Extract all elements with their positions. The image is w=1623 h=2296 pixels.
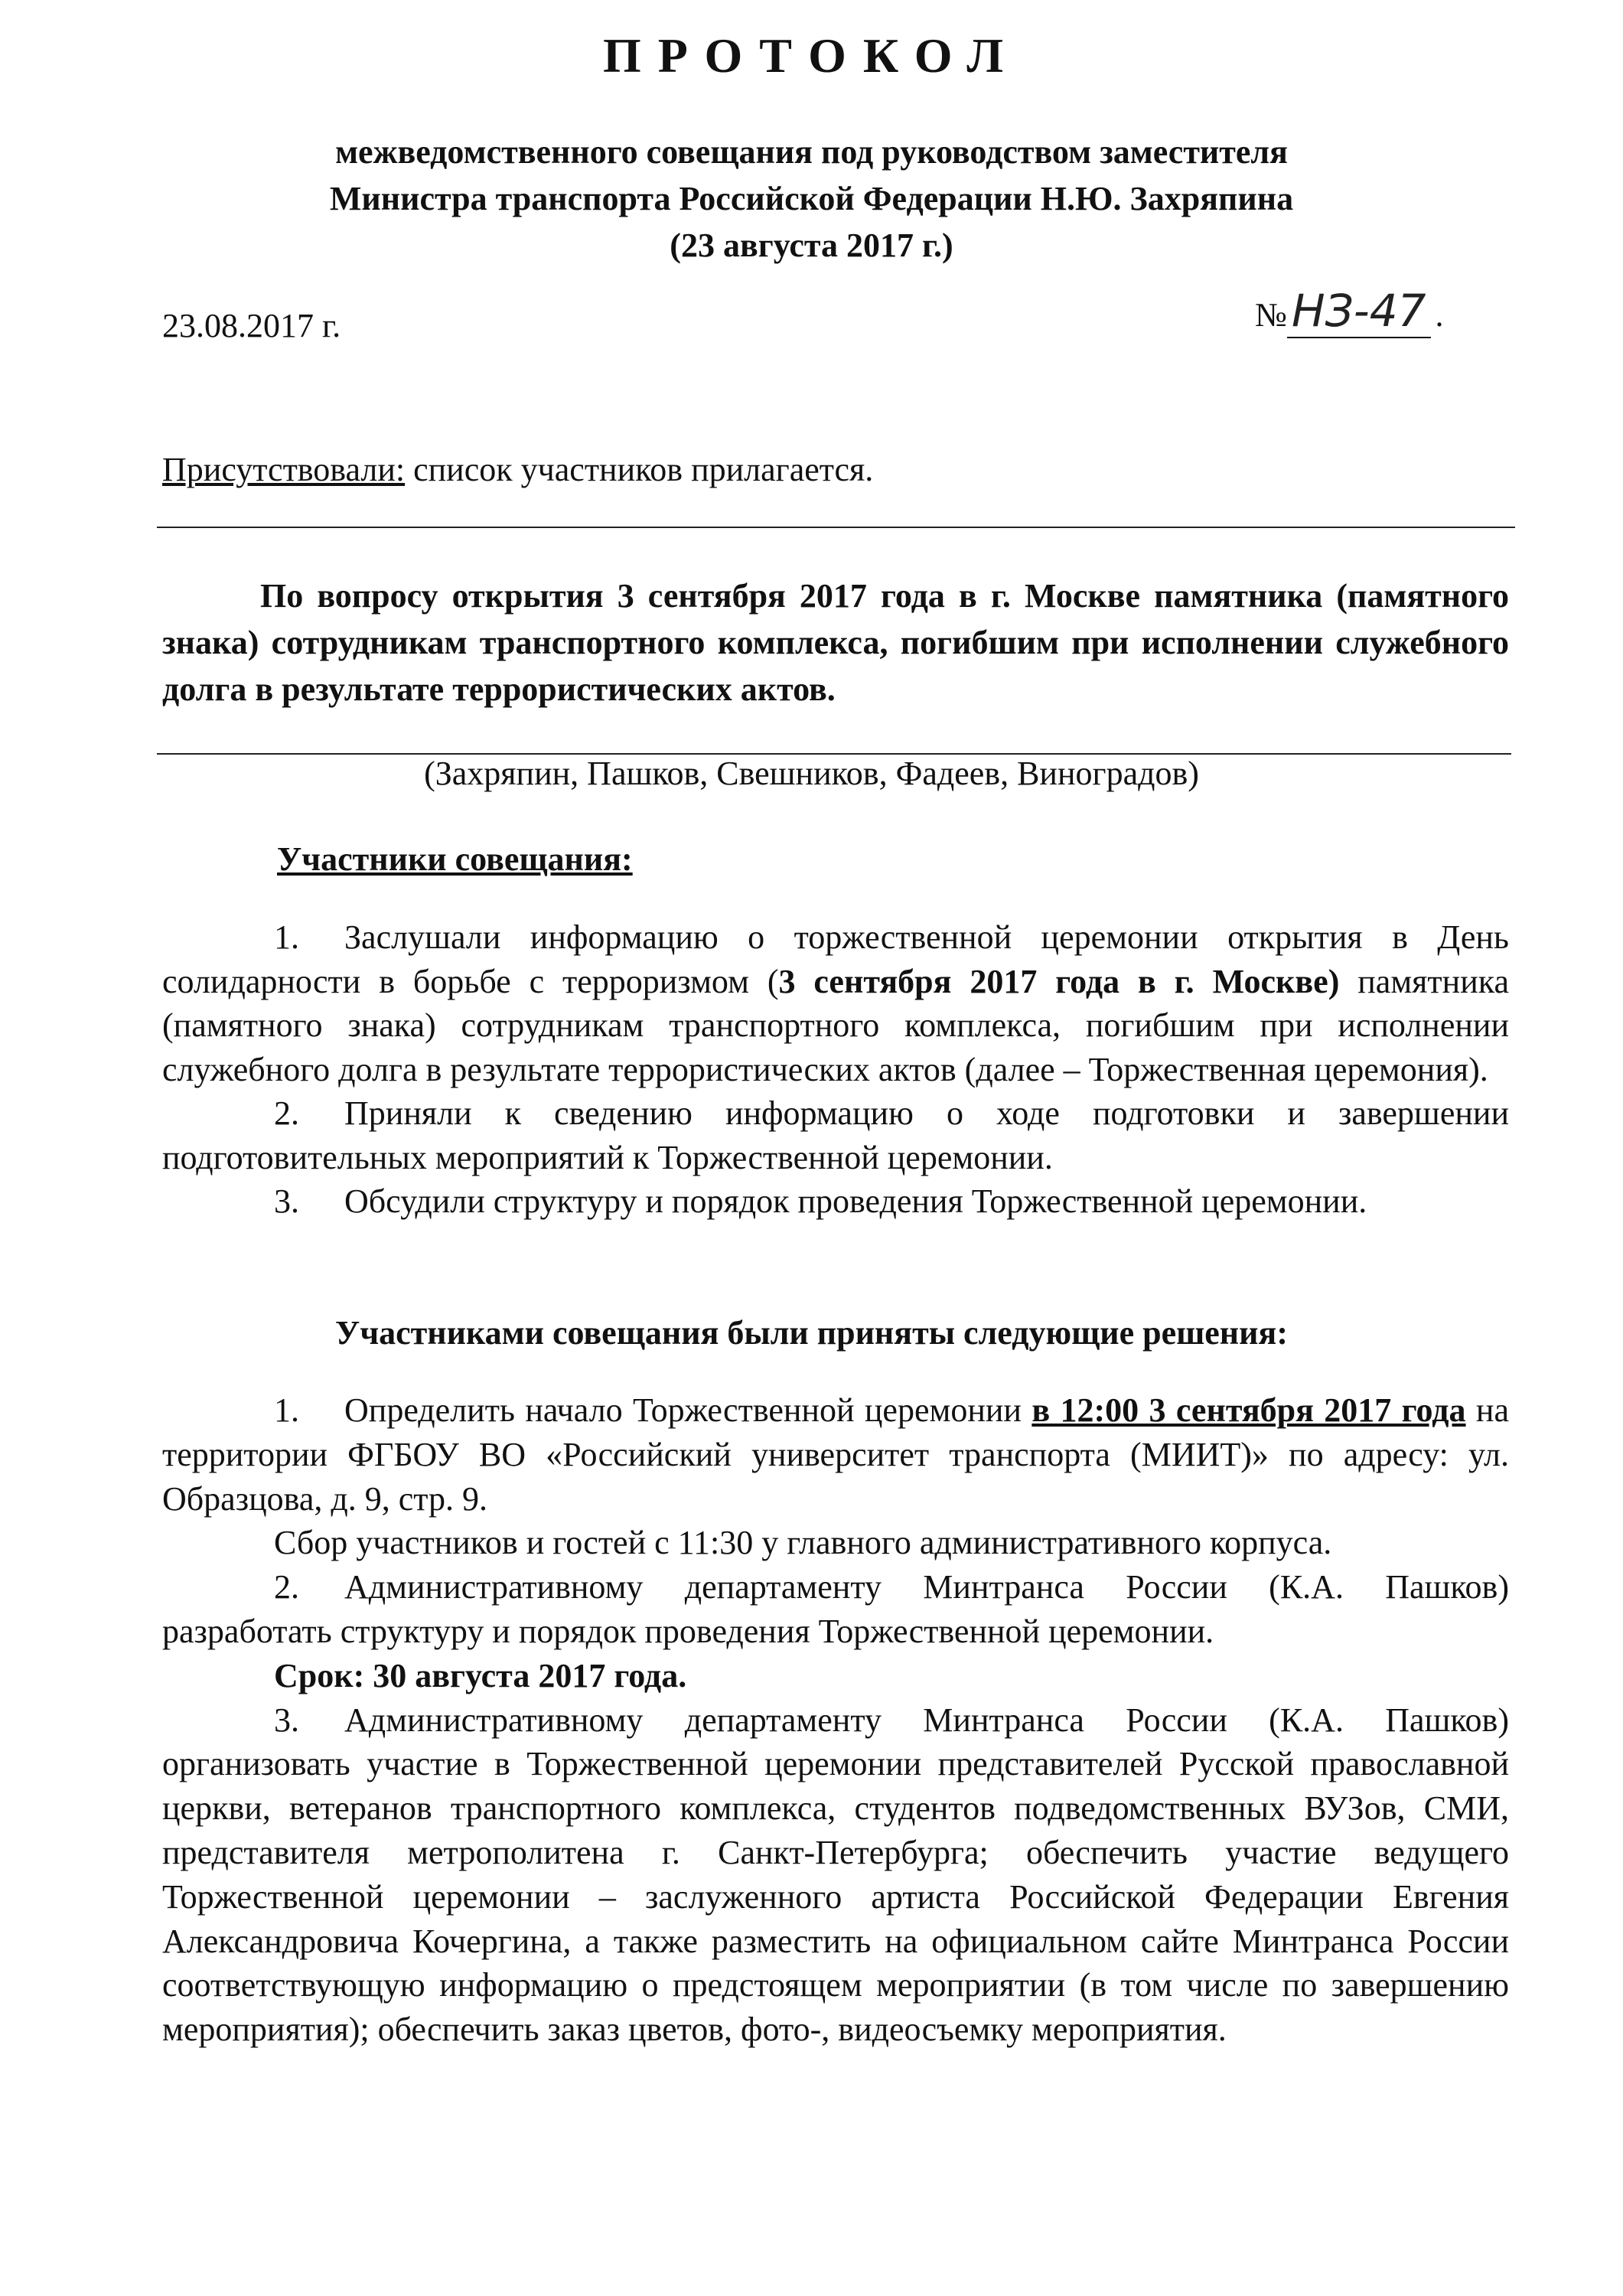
document-number bbox=[1255, 285, 1444, 338]
item-number: 1. bbox=[274, 1391, 299, 1429]
item-text-bold-underlined: в 12:00 3 сентября 2017 года bbox=[1031, 1391, 1466, 1429]
subtitle-line: (23 августа 2017 г.) bbox=[670, 227, 953, 264]
decision-deadline bbox=[162, 1654, 1509, 1698]
participants-list bbox=[162, 915, 1509, 1224]
handwritten-number: НЗ-47 bbox=[1287, 285, 1431, 338]
document-date: 23.08.2017 г. bbox=[162, 307, 341, 344]
item-number: 1. bbox=[274, 918, 299, 956]
item-text: Обсудили структуру и порядок проведения Торжественной церемонии. bbox=[344, 1182, 1367, 1220]
document-subtitle bbox=[0, 129, 1623, 269]
item-text: на территории ФГБОУ ВО «Российский университет транспорта (МИИТ)» по адресу: ул. Образцова, д. 9, стр. 9. bbox=[162, 1391, 1509, 1518]
decisions-heading: Участниками совещания были приняты следующие решения: bbox=[335, 1314, 1288, 1352]
attendees-text: список участников прилагается. bbox=[405, 451, 874, 488]
decision-note: Сбор участников и гостей с 11:30 у главного административного корпуса. bbox=[274, 1524, 1332, 1562]
participants-heading: Участники совещания: bbox=[277, 840, 633, 878]
number-dot: . bbox=[1435, 296, 1444, 334]
topic-heading: По вопросу открытия 3 сентября 2017 года в г. Москве памятника (памятного знака) сотрудникам транспортного комплекса, погибшим при исполнении служебного долга в результате террористических актов. bbox=[162, 577, 1509, 708]
item-text: Определить начало Торжественной церемонии bbox=[344, 1391, 1032, 1429]
participants-item bbox=[162, 1179, 1509, 1224]
document-title: ПРОТОКОЛ bbox=[603, 28, 1020, 83]
deadline-text: Срок: 30 августа 2017 года. bbox=[274, 1656, 687, 1694]
subtitle-line: межведомственного совещания под руководством заместителя bbox=[335, 133, 1288, 171]
item-text: Заслушали информацию о торжественной церемонии открытия в День солидарности в борьбе с терроризмом ( bbox=[162, 918, 1509, 1000]
number-sign: № bbox=[1255, 296, 1287, 334]
subtitle-line: Министра транспорта Российской Федерации Н.Ю. Захряпина bbox=[329, 180, 1294, 217]
decisions-list bbox=[162, 1388, 1509, 2052]
attendees-line bbox=[162, 450, 873, 489]
item-number: 2. bbox=[274, 1568, 299, 1606]
item-text: Приняли к сведению информацию о ходе подготовки и завершении подготовительных мероприятий к Торжественной церемонии. bbox=[162, 1094, 1509, 1176]
divider-line bbox=[157, 527, 1515, 528]
item-text-bold: 3 сентября 2017 года в г. Москве) bbox=[778, 962, 1340, 1000]
attendees-label: Присутствовали: bbox=[162, 451, 406, 488]
participants-item bbox=[162, 1091, 1509, 1179]
item-text: Административному департаменту Минтранса России (К.А. Пашков) разработать структуру и порядок проведения Торжественной церемонии. bbox=[162, 1568, 1509, 1650]
item-text: Административному департаменту Минтранса России (К.А. Пашков) организовать участие в Торжественной церемонии представителей Русской православной церкви, ветеранов транспортного комплекса, студентов подведомственных ВУЗов, СМИ, представителя метрополитена г. Санкт-Петербурга; обеспечить участие ведущего Торжественной церемонии – заслуженного артиста Российской Федерации Евгения Александровича Кочергина, а также разместить на официальном сайте Минтранса России соответствующую информацию о предстоящем мероприятии (в том числе по завершению мероприятия); обеспечить заказ цветов, фото-, видеосъемку мероприятия. bbox=[162, 1701, 1509, 2049]
item-text: памятника (памятного знака) сотрудникам транспортного комплекса, погибшим при исполнении служебного долга в результате террористических актов (далее – Торжественная церемония). bbox=[162, 962, 1509, 1088]
decision-item bbox=[162, 1565, 1509, 1654]
item-number: 2. bbox=[274, 1094, 299, 1132]
decision-item bbox=[162, 1698, 1509, 2052]
speakers-list: (Захряпин, Пашков, Свешников, Фадеев, Виноградов) bbox=[424, 755, 1199, 792]
item-number: 3. bbox=[274, 1182, 299, 1220]
participants-item bbox=[162, 915, 1509, 1091]
item-number: 3. bbox=[274, 1701, 299, 1739]
decision-item bbox=[162, 1388, 1509, 1521]
